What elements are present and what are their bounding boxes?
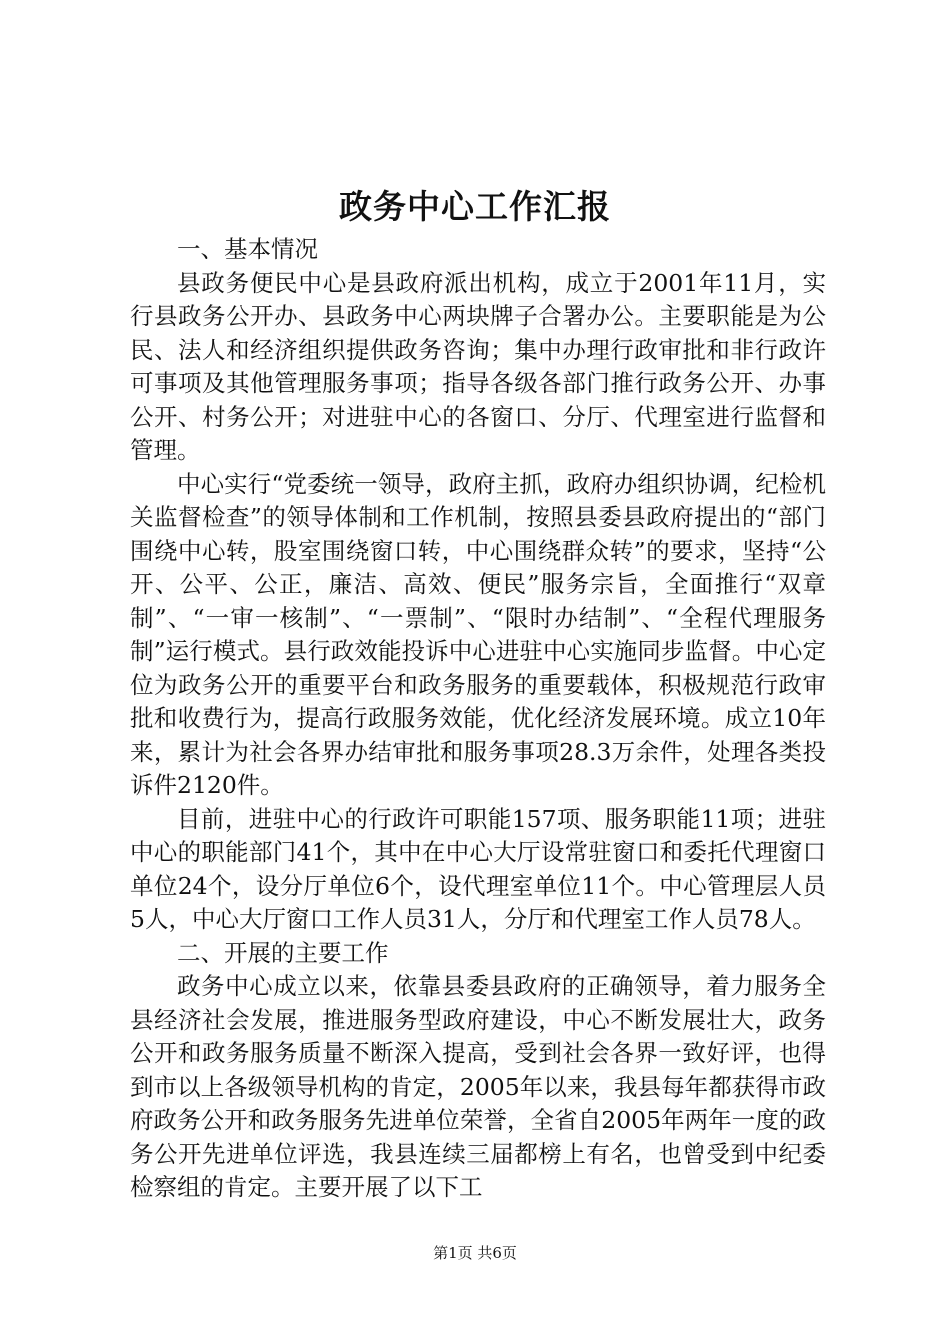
paragraph: 目前，进驻中心的行政许可职能157项、服务职能11项；进驻中心的职能部门41个，其中在中心大厅设常驻窗口和委托代理窗口单位24个，设分厅单位6个，设代理室单位11个。中心管理层人员5人，中心大厅窗口工作人员31人，分厅和代理室工作人员78人。 xyxy=(130,804,826,933)
document-body xyxy=(130,233,826,1205)
paragraph: 中心实行“党委统一领导，政府主抓，政府办组织协调，纪检机关监督检查”的领导体制和工作机制，按照县委县政府提出的“部门围绕中心转，股室围绕窗口转，中心围绕群众转”的要求，坚持“公开、公平、公正，廉洁、高效、便民”服务宗旨，全面推行“双章制”、“一审一核制”、“一票制”、“限时办结制”、“全程代理服务制”运行模式。县行政效能投诉中心进驻中心实施同步监督。中心定位为政务公开的重要平台和政务服务的重要载体，积极规范行政审批和收费行为，提高行政服务效能，优化经济发展环境。成立10年来，累计为社会各界办结审批和服务事项28.3万余件，处理各类投诉件2120件。 xyxy=(130,469,826,799)
paragraph: 县政务便民中心是县政府派出机构，成立于2001年11月，实行县政务公开办、县政务中心两块牌子合署办公。主要职能是为公民、法人和经济组织提供政务咨询；集中办理行政审批和非行政许可事项及其他管理服务事项；指导各级各部门推行政务公开、办事公开、村务公开；对进驻中心的各窗口、分厅、代理室进行监督和管理。 xyxy=(130,268,826,464)
paragraph: 政务中心成立以来，依靠县委县政府的正确领导，着力服务全县经济社会发展，推进服务型政府建设，中心不断发展壮大，政务公开和政务服务质量不断深入提高，受到社会各界一致好评，也得到市以上各级领导机构的肯定，2005年以来，我县每年都获得市政府政务公开和政务服务先进单位荣誉，全省自2005年两年一度的政务公开先进单位评选，我县连续三届都榜上有名，也曾受到中纪委检察组的肯定。主要开展了以下工 xyxy=(130,972,826,1201)
section-heading-main-work: 二、开展的主要工作 xyxy=(177,938,389,967)
document-title: 政务中心工作汇报 xyxy=(339,187,611,226)
section-heading-basic: 一、基本情况 xyxy=(177,235,318,263)
page-footer: 第1页 共6页 xyxy=(433,1244,517,1262)
